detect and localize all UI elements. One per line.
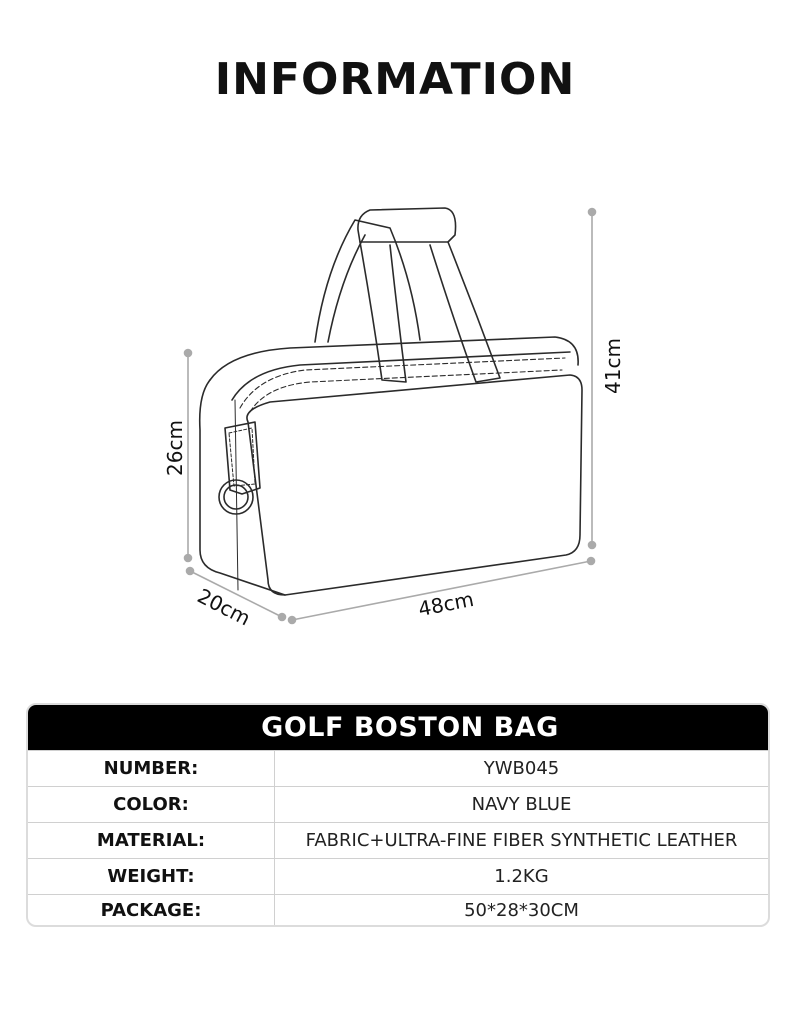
spec-value: 50*28*30CM bbox=[464, 899, 579, 921]
dimension-label-depth: 20cm bbox=[193, 583, 255, 631]
spec-table-header bbox=[28, 705, 768, 750]
bag-diagram bbox=[150, 190, 630, 640]
dimension-label-width: 48cm bbox=[416, 586, 476, 622]
spec-table bbox=[26, 703, 770, 927]
spec-value: YWB045 bbox=[483, 758, 560, 779]
table-row bbox=[28, 786, 768, 822]
dimension-label-bag-height: 26cm bbox=[162, 420, 187, 476]
spec-value: FABRIC+ULTRA-FINE FIBER SYNTHETIC LEATHER bbox=[305, 830, 738, 851]
spec-label: MATERIAL: bbox=[28, 823, 275, 858]
table-row bbox=[28, 750, 768, 786]
spec-label: COLOR: bbox=[28, 787, 275, 822]
spec-table-title: GOLF BOSTON BAG bbox=[250, 709, 570, 747]
spec-label: WEIGHT: bbox=[28, 859, 275, 894]
table-row bbox=[28, 894, 768, 925]
table-row bbox=[28, 858, 768, 894]
dimension-label-total-height: 41cm bbox=[600, 338, 625, 394]
spec-label: NUMBER: bbox=[28, 751, 275, 786]
spec-label: PACKAGE: bbox=[28, 895, 275, 925]
spec-value: NAVY BLUE bbox=[471, 794, 572, 815]
spec-value: 1.2KG bbox=[494, 866, 549, 887]
page-heading: INFORMATION bbox=[214, 54, 576, 105]
table-row bbox=[28, 822, 768, 858]
bag-outline-drawing bbox=[150, 190, 630, 640]
